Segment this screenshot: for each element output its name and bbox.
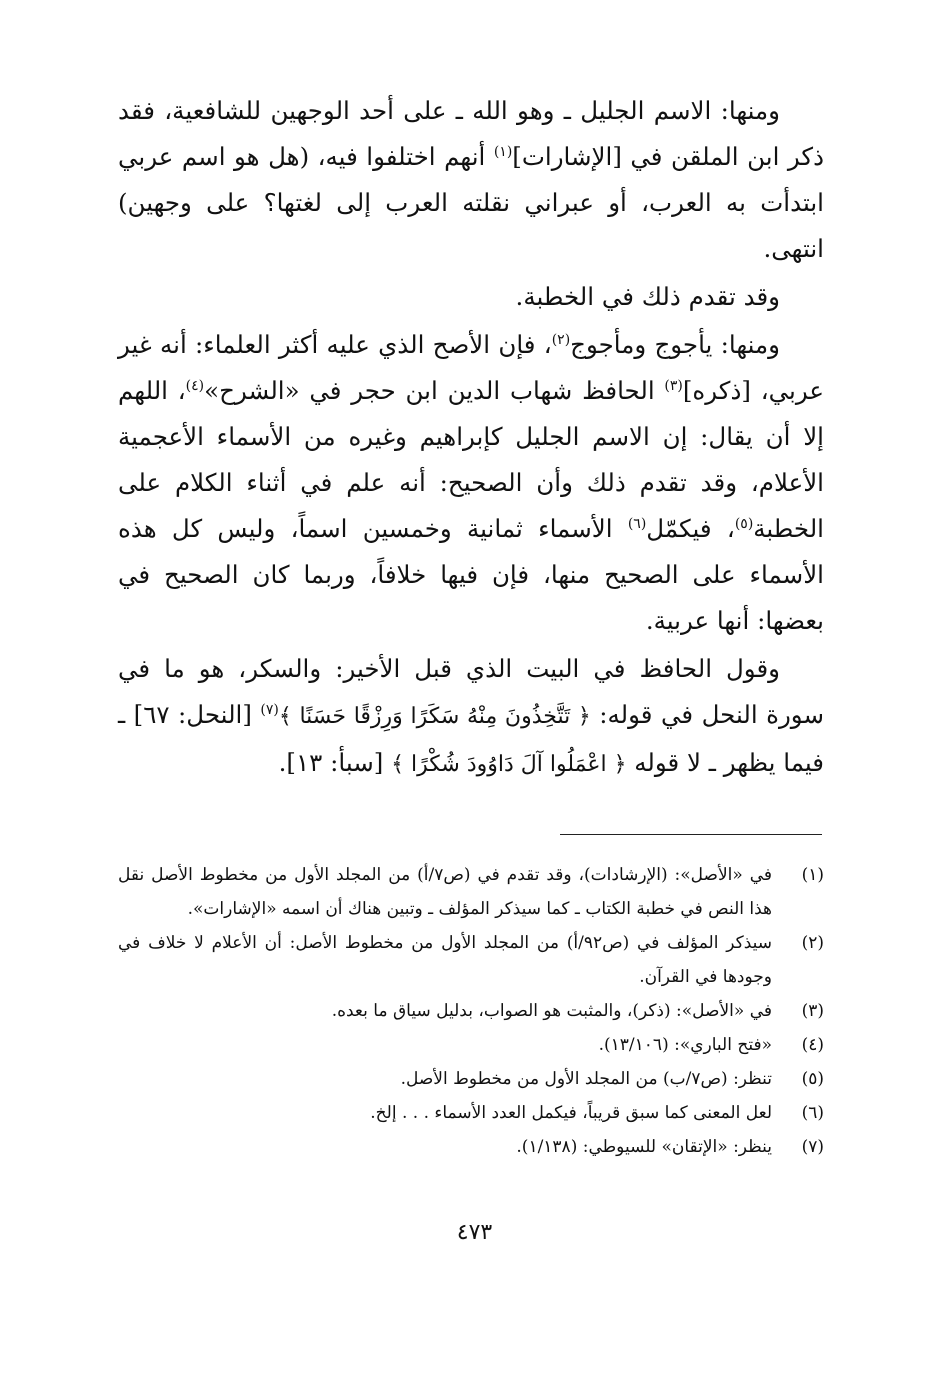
footnote-number: (٣) (801, 1001, 824, 1021)
paragraph-text: ، فإن الأصح الذي عليه أكثر العلماء: أنه غير عربي، [ذكره] (118, 330, 824, 405)
footnote-ref: (٦) (627, 515, 647, 532)
footnotes (118, 858, 824, 1164)
footnote-text: في «الأصل»: (ذكر)، والمثبت هو الصواب، بدليل سياق ما بعده. (331, 1001, 772, 1021)
paragraph-3 (118, 322, 824, 644)
paragraph-4 (118, 646, 824, 788)
footnote-3 (118, 994, 824, 1028)
paragraph-text: الحافظ شهاب الدين ابن حجر في «الشرح» (204, 376, 665, 405)
paragraph-text: أنهم اختلفوا فيه، (هل هو اسم عربي ابتدأت به العرب، أو عبراني نقلته العرب إلى لغتها؟ على وجهين) انتهى. (118, 142, 824, 263)
footnote-number: (٦) (801, 1103, 824, 1123)
paragraph-text: ، فيكمّل (646, 514, 735, 543)
footnote-number: (٧) (801, 1137, 824, 1157)
footnote-4 (118, 1028, 824, 1062)
footnote-ref: (٣) (664, 377, 683, 394)
footnote-1 (118, 858, 824, 926)
footnote-number: (٤) (801, 1035, 824, 1055)
paragraph-text: ، اللهم إلا أن يقال: إن الاسم الجليل كإبراهيم وغيره من الأسماء الأعجمية الأعلام، وقد تقدم ذلك وأن الصحيح: أنه علم في أثناء الكلام على الخطبة (118, 376, 824, 543)
footnote-ref: (٢) (551, 331, 571, 348)
footnote-text: لعل المعنى كما سبق قريباً، فيكمل العدد الأسماء . . . إلخ. (370, 1103, 772, 1123)
footnote-5 (118, 1062, 824, 1096)
paragraph-text: ومنها: يأجوج ومأجوج (570, 330, 780, 359)
footnote-divider (560, 834, 822, 835)
paragraph-text: وقد تقدم ذلك في الخطبة. (515, 282, 780, 311)
paragraph-text: وقول الحافظ في البيت الذي قبل الأخير: والسكر، هو ما في سورة النحل في قوله: (118, 654, 824, 729)
footnote-ref: (٤) (185, 377, 205, 394)
footnote-number: (٥) (801, 1069, 824, 1089)
footnote-text: في «الأصل»: (الإرشادات)، وقد تقدم في (ص٧/أ) من المجلد الأول من مخطوط الأصل نقل هذا النص في خطبة الكتاب ـ كما سيذكر المؤلف ـ وتبين هناك أن اسمه «الإشارات». (118, 865, 772, 919)
footnote-text: «فتح الباري»: (١٣/١٠٦). (598, 1035, 772, 1055)
footnote-ref: (١) (493, 143, 513, 160)
footnote-6 (118, 1096, 824, 1130)
footnote-ref: (٥) (734, 515, 754, 532)
paragraph-text: ومنها: الاسم الجليل ـ وهو الله ـ على أحد الوجهين للشافعية، فقد ذكر ابن الملقن في [الإشارات] (118, 96, 824, 171)
footnote-number: (١) (801, 865, 824, 885)
main-text (118, 88, 824, 788)
paragraph-text: الأسماء ثمانية وخمسين اسماً، وليس كل هذه الأسماء على الصحيح منها، فإن فيها خلافاً، وربما كان الصحيح في بعضها: أنها عربية. (118, 514, 824, 635)
footnote-text: تنظر: (ص٧/ب) من المجلد الأول من مخطوط الأصل. (400, 1069, 772, 1089)
footnote-7 (118, 1130, 824, 1164)
paragraph-1 (118, 88, 824, 272)
paragraph-text: [سبأ: ١٣]. (278, 748, 392, 777)
footnote-text: سيذكر المؤلف في (ص٩٢/أ) من المجلد الأول من مخطوط الأصل: أن الأعلام لا خلاف في وجودها في القرآن. (118, 933, 772, 987)
footnote-2 (118, 926, 824, 994)
quran-verse: ﴿ اعْمَلُوا آلَ دَاوُودَ شُكْرًا ﴾ (391, 752, 627, 777)
quran-verse: ﴿ تَتَّخِذُونَ مِنْهُ سَكَرًا وَرِزْقًا حَسَنًا ﴾ (278, 704, 591, 729)
footnote-text: ينظر: «الإتقان» للسيوطي: (١/١٣٨). (516, 1137, 772, 1157)
footnote-number: (٢) (801, 933, 824, 953)
page-number: ٤٧٣ (456, 1220, 493, 1245)
footnote-ref: (٧) (260, 701, 279, 718)
paragraph-text: [النحل: ٦٧] ـ فيما يظهر ـ لا قوله (118, 700, 824, 777)
paragraph-2 (118, 274, 824, 320)
